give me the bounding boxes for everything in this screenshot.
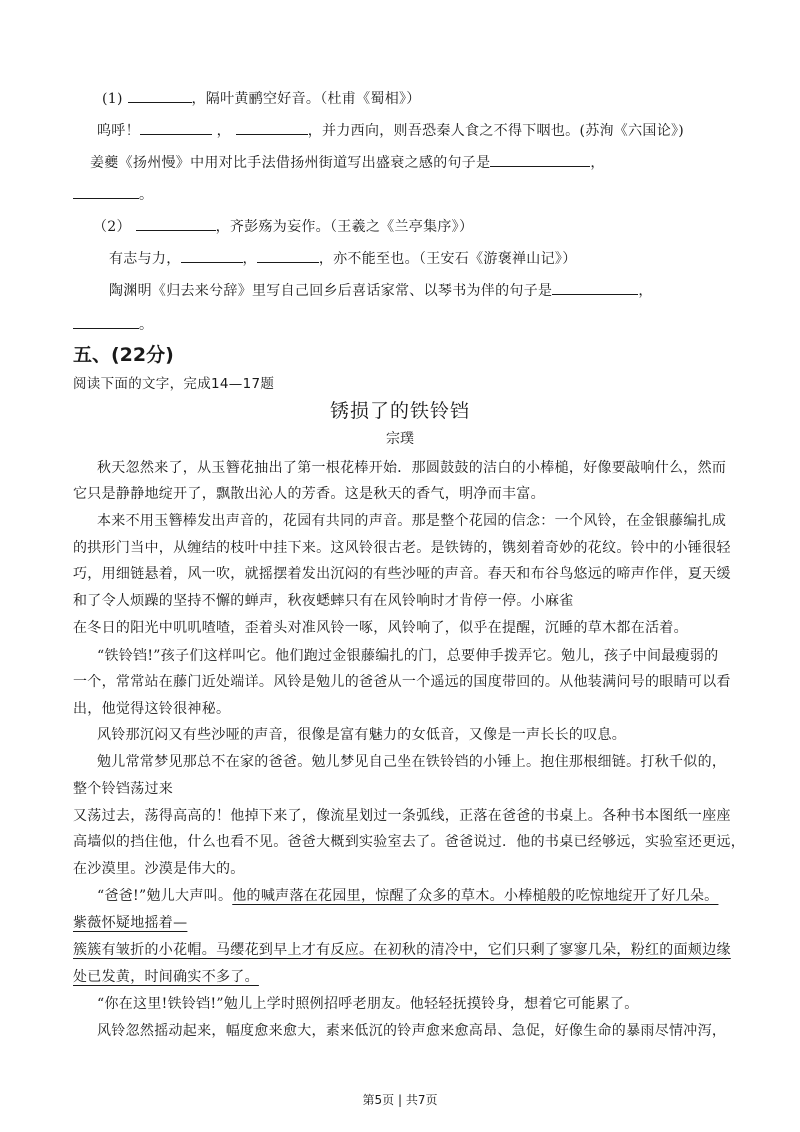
article-line: 高墙似的挡住他，什么也看不见。爸爸大概到实验室去了。爸爸说过．他的书桌已经够远，实验室还更远， [73, 834, 746, 850]
comma: ， [590, 155, 605, 171]
item-number: （2） [93, 219, 131, 235]
article-line: 风铃那沉闷又有些沙哑的声音，很像是富有魅力的女低音，又像是一声长长的叹息。 [97, 727, 627, 743]
page-footer: 第5页 | 共7页 [362, 1093, 438, 1107]
q13-2-line4 [73, 314, 153, 335]
article-line: 在冬日的阳光中叽叽喳喳，歪着头对准风铃一啄，风铃响了，似乎在提醒，沉睡的草木都在活着。 [73, 620, 688, 636]
article-author: 宗璞 [386, 431, 414, 447]
section-heading: 五、(22分) [73, 344, 174, 366]
item-number: (1) [102, 91, 123, 107]
article-line: 和了令人烦躁的坚持不懈的蝉声，秋夜蟋蟀只有在风铃响时才肯停一停。小麻雀 [73, 593, 574, 609]
article-line: 在沙漠里。沙漠是伟大的。 [73, 861, 245, 877]
q13-1-line1 [102, 88, 421, 109]
line-text: ，并力西向，则吾恐秦人食之不得下咽也。(苏洵《六国论》) [307, 123, 685, 139]
line-text: 陶渊明《归去来兮辞》里写自己回乡后喜话家常、以琴书为伴的句子是 [109, 283, 553, 299]
article-line: 风铃忽然摇动起来，幅度愈来愈大，素来低沉的铃声愈来愈高昂、急促，好像生命的暴雨尽情冲泻， [97, 1023, 727, 1039]
answer-blank [552, 280, 638, 295]
comma: ， [242, 251, 257, 267]
answer-blank [73, 184, 139, 199]
article-line: 巧，用细链悬着，风一吹，就摇摆着发出沉闷的有些沙哑的声音。春天和布谷鸟悠远的啼声作伴，夏天缓 [73, 566, 731, 582]
article-line: “你在这里!铁铃铛!”勉儿上学时照例招呼老朋友。他轻轻抚摸铃身，想着它可能累了。 [97, 996, 639, 1012]
answer-blank [128, 88, 192, 103]
q13-1-line2 [97, 120, 684, 141]
answer-blank [73, 314, 139, 329]
answer-blank [236, 120, 308, 135]
line-text: “爸爸!”勉儿大声叫。 [97, 888, 233, 904]
article-line: 勉儿常常梦见那总不在家的爸爸。勉儿梦见自己坐在铁铃铛的小锤上。抱住那根细链。打秋千似的， [97, 754, 727, 770]
line-text: 有志与力， [109, 251, 181, 267]
line-text: ，隔叶黄鹂空好音。（杜甫《蜀相》） [191, 91, 421, 107]
article-line: “铁铃铛!”孩子们这样叫它。他们跑过金银藤编扎的门，总要伸手拨弄它。勉儿，孩子中间最瘦弱的 [97, 648, 719, 664]
q13-2-line1 [93, 216, 473, 237]
article-line [73, 940, 731, 960]
answer-blank [257, 248, 319, 263]
comma: ， [638, 283, 653, 299]
q13-2-line3 [109, 280, 653, 301]
comma: ， [216, 123, 231, 139]
underlined-text: 他的喊声落在花园里，惊醒了众多的草木。小棒槌般的吃惊地绽开了好几朵。 [232, 888, 719, 904]
article-line [73, 967, 259, 987]
underlined-text: 紫薇怀疑地摇着— [73, 915, 188, 931]
period: 。 [139, 317, 154, 333]
article-line: 一个，常常站在藤门近处端详。风铃是勉儿的爸爸从一个遥远的国度带回的。从他装满问号的眼睛可以看 [73, 674, 731, 690]
line-text: ，齐彭殇为妄作。（王羲之《兰亭集序》） [215, 219, 474, 235]
answer-blank [140, 120, 212, 135]
article-line: 整个铃铛荡过来 [73, 781, 174, 797]
article-line: 出，他觉得这铃很神秘。 [73, 701, 231, 717]
article-title: 锈损了的铁铃铛 [329, 400, 470, 422]
q13-1-line4 [73, 184, 153, 205]
answer-blank [490, 152, 590, 167]
underlined-text: 处已发黄，时间确实不多了。 [73, 969, 259, 985]
article-line: 本来不用玉簪棒发出声音的，花园有共同的声音。那是整个花园的信念：一个风铃，在金银藤编扎成 [97, 513, 727, 529]
article-line [97, 886, 718, 906]
period: 。 [139, 187, 154, 203]
line-text: 姜夔《扬州慢》中用对比手法借扬州街道写出盛衰之感的句子是 [90, 155, 491, 171]
article-line: 的拱形门当中，从缠结的枝叶中挂下来。这风铃很古老。是铁铸的，镌刻着奇妙的花纹。铃中的小锤很轻 [73, 540, 731, 556]
answer-blank [136, 216, 216, 231]
underlined-text: 簇簇有皱折的小花帽。马缨花到早上才有反应。在初秋的清冷中，它们只剩了寥寥几朵，粉红的面颊边缘 [73, 942, 731, 958]
line-text: ，亦不能至也。（王安石《游褒禅山记》） [318, 251, 577, 267]
article-line: 它只是静静地绽开了，飘散出沁人的芳香。这是秋天的香气，明净而丰富。 [73, 486, 545, 502]
article-line: 秋天忽然来了，从玉簪花抽出了第一根花棒开始．那圆鼓鼓的洁白的小棒槌，好像要敲响什么，然而 [97, 460, 727, 476]
answer-blank [181, 248, 243, 263]
article-line: 又荡过去，荡得高高的！他掉下来了，像流星划过一条弧线，正落在爸爸的书桌上。各种书本图纸一座座 [73, 808, 731, 824]
article-line [73, 913, 187, 933]
line-text: 呜呼！ [97, 123, 140, 139]
q13-1-line3 [90, 152, 605, 173]
q13-2-line2 [109, 248, 577, 269]
section-instruction: 阅读下面的文字，完成14—17题 [73, 376, 275, 392]
